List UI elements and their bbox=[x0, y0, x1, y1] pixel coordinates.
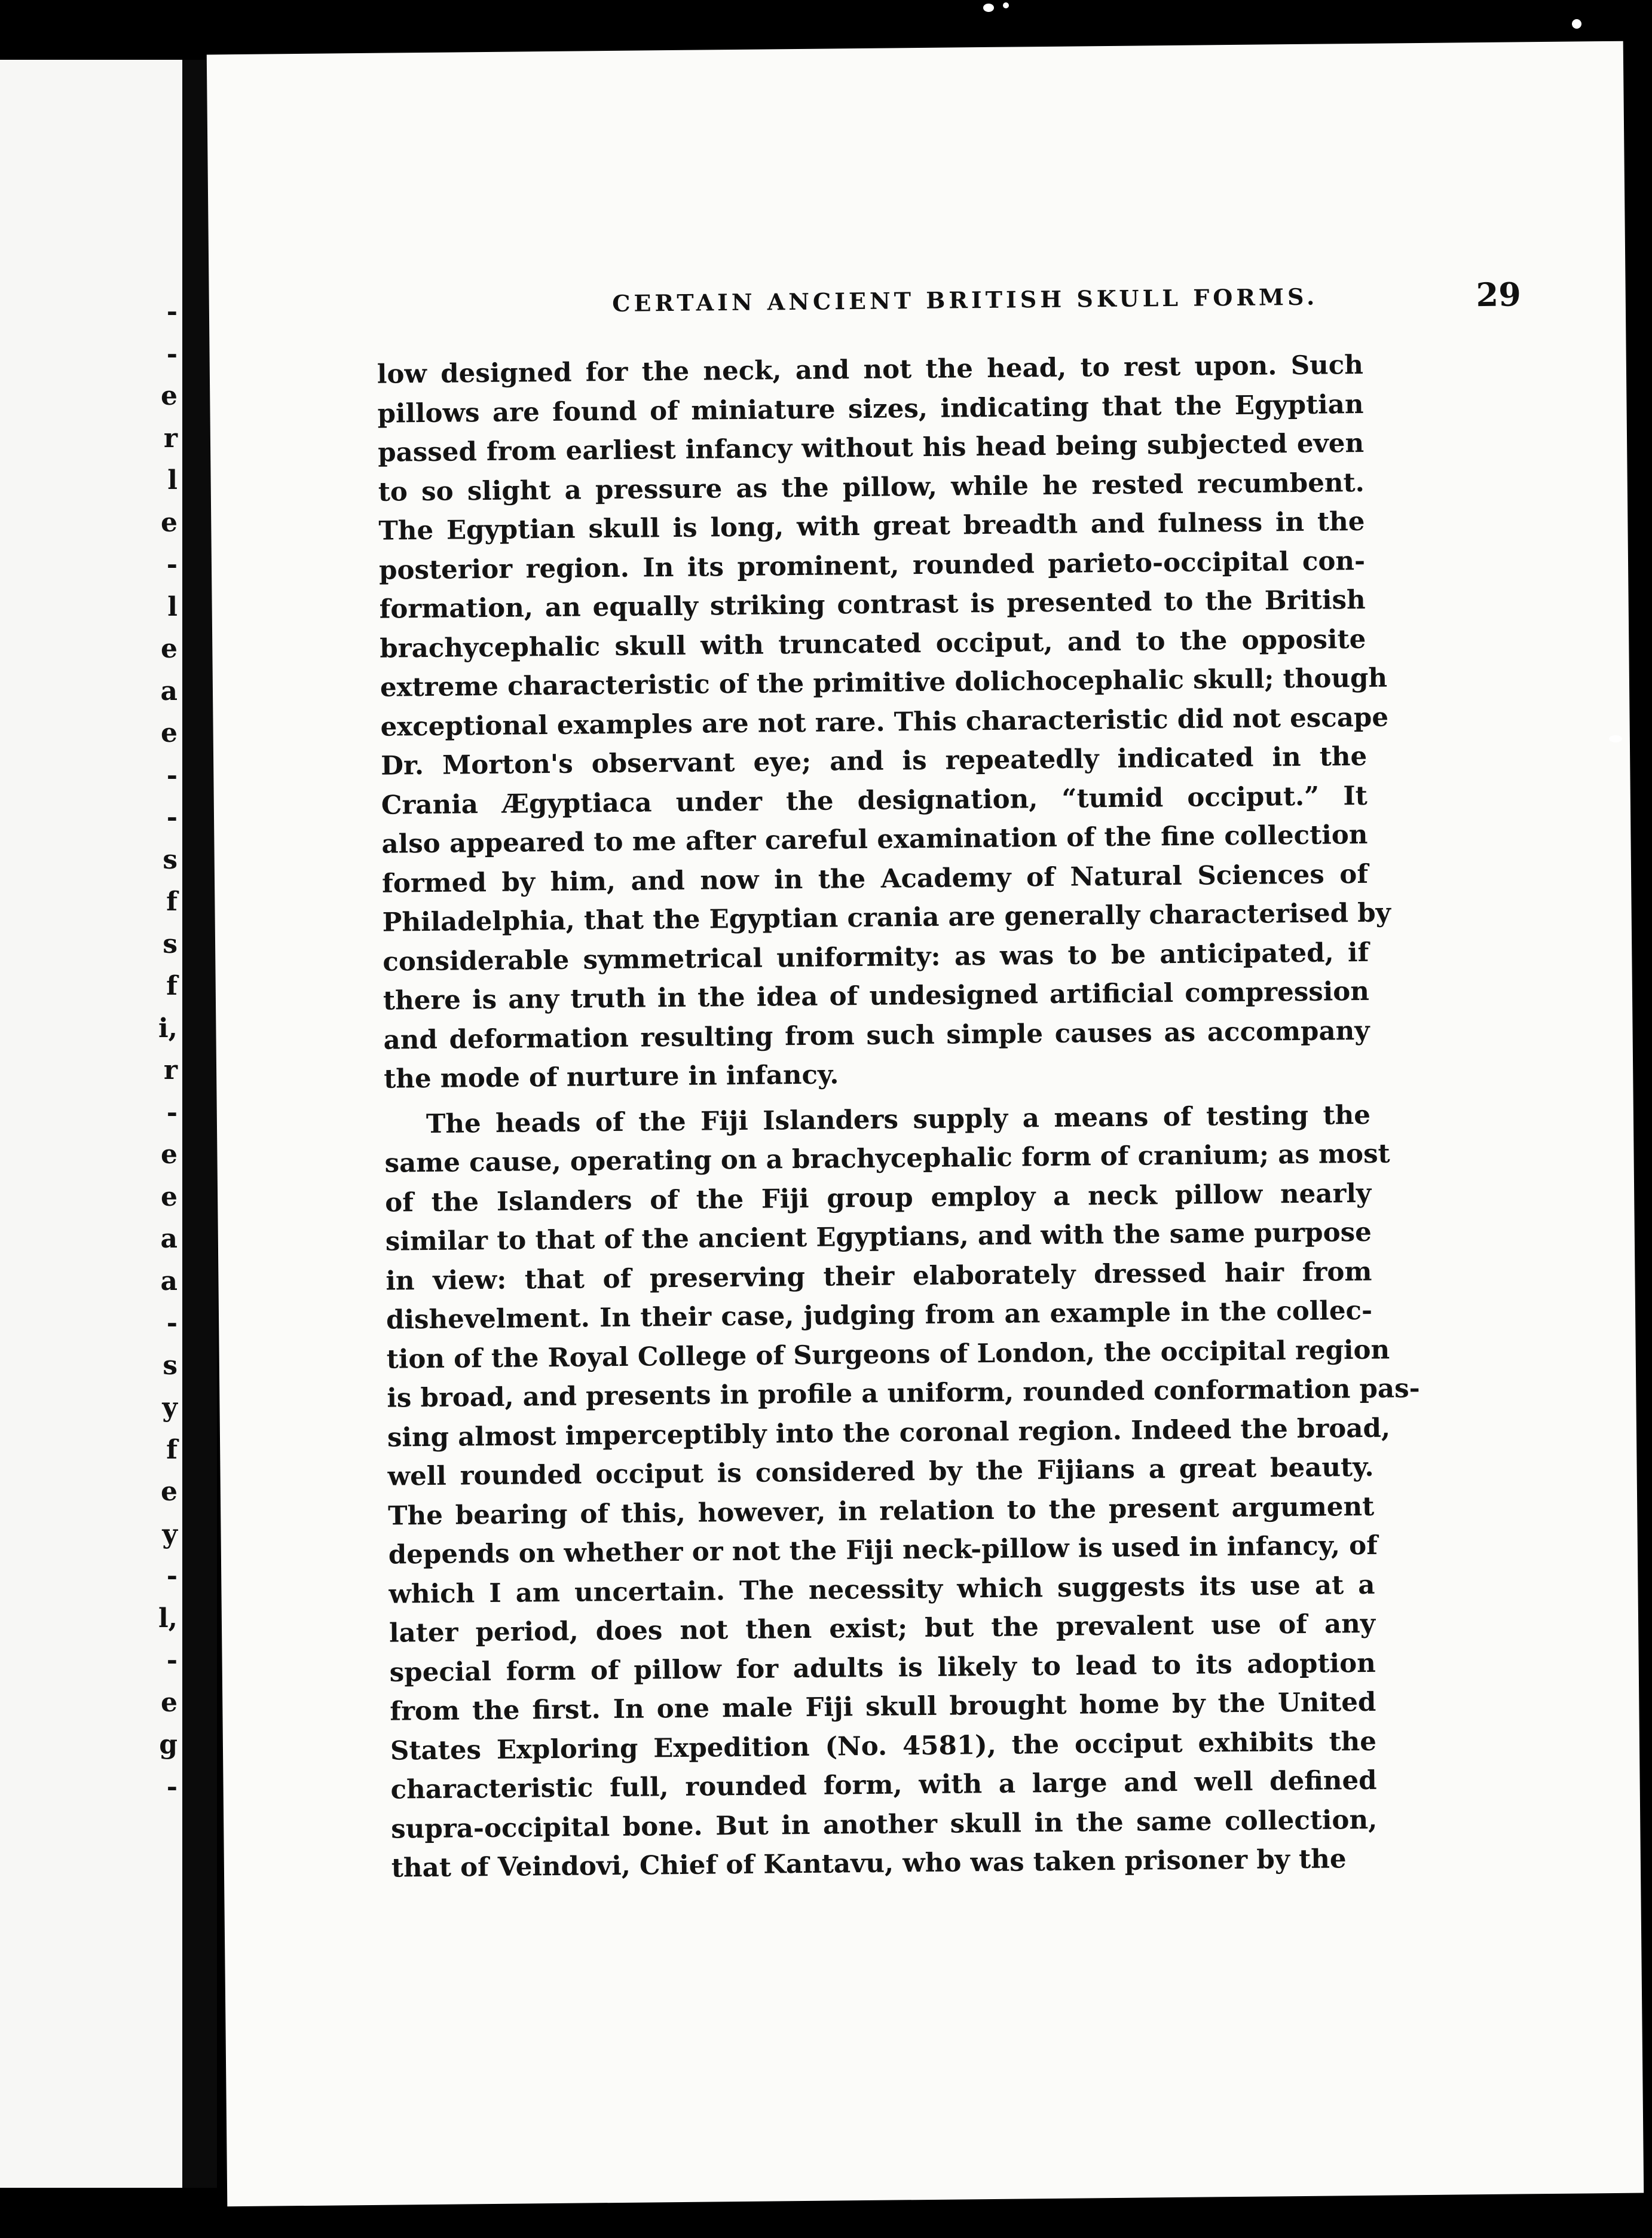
left-edge-char: f bbox=[166, 1434, 178, 1465]
left-edge-char: g bbox=[159, 1729, 178, 1760]
left-edge-char: l, bbox=[158, 1603, 178, 1634]
left-edge-char: - bbox=[166, 802, 178, 833]
text-line: formed by him, and now in the Academy of Natural Sciences of bbox=[381, 858, 1369, 899]
text-line: exceptional examples are not rare. This characteristic did not escape bbox=[380, 702, 1389, 742]
text-line: supra-occipital bone. But in another skull in the same collection, bbox=[391, 1804, 1378, 1845]
left-edge-char: r bbox=[163, 423, 178, 454]
left-edge-char: e bbox=[161, 1181, 178, 1212]
left-edge-char: e bbox=[161, 718, 178, 748]
left-edge-char: a bbox=[160, 1265, 178, 1297]
text-line: considerable symmetrical uniformity: as was to be anticipated, if bbox=[383, 937, 1369, 977]
text-line: Crania Ægyptiaca under the designation, “tumid occiput.” It bbox=[381, 780, 1368, 821]
left-edge-char: s bbox=[163, 928, 178, 959]
text-line: the mode of nurture in infancy. bbox=[383, 1059, 839, 1094]
left-edge-char: s bbox=[163, 1350, 178, 1381]
left-edge-char: - bbox=[166, 1645, 178, 1676]
left-edge-char: - bbox=[166, 1771, 178, 1802]
text-line: The bearing of this, however, in relation to the present argument bbox=[388, 1491, 1375, 1531]
text-line: later period, does not then exist; but the prevalent use of any bbox=[388, 1608, 1376, 1649]
left-edge-char: e bbox=[161, 634, 178, 664]
left-edge-char: l bbox=[167, 465, 178, 496]
text-line: is broad, and presents in profile a uniform, rounded conformation pas- bbox=[387, 1373, 1420, 1414]
text-line: sing almost imperceptibly into the coronal region. Indeed the broad, bbox=[387, 1412, 1391, 1453]
text-line: from the first. In one male Fiji skull brought home by the United bbox=[390, 1686, 1376, 1727]
scan-speck bbox=[1003, 2, 1009, 8]
text-line: similar to that of the ancient Egyptians, and with the same purpose bbox=[385, 1216, 1372, 1257]
left-edge-char: y bbox=[162, 1518, 178, 1549]
text-line: in view: that of preserving their elaborately dressed hair from bbox=[386, 1256, 1372, 1297]
left-edge-char: e bbox=[161, 381, 178, 411]
left-edge-char: - bbox=[166, 1308, 178, 1338]
text-line: pillows are found of miniature sizes, indicating that the Egyptian bbox=[377, 389, 1364, 429]
left-edge-char: l bbox=[167, 591, 178, 622]
left-edge-char: - bbox=[166, 1561, 178, 1591]
text-line: of the Islanders of the Fiji group employ a neck pillow nearly bbox=[384, 1178, 1372, 1218]
text-line: well rounded occiput is considered by the Fijians a great beauty. bbox=[387, 1451, 1374, 1492]
left-edge-char: - bbox=[166, 296, 178, 327]
page-number: 29 bbox=[1476, 275, 1522, 314]
left-page-fragment bbox=[0, 60, 182, 2188]
left-edge-char: - bbox=[166, 549, 178, 580]
text-line: which I am uncertain. The necessity which suggests its use at a bbox=[388, 1569, 1375, 1610]
body-text bbox=[377, 346, 1420, 1888]
left-edge-char: f bbox=[166, 971, 178, 1001]
text-line: Philadelphia, that the Egyptian crania are generally characterised by bbox=[382, 897, 1391, 938]
scan-speck bbox=[983, 4, 994, 12]
left-edge-char: a bbox=[160, 675, 178, 707]
text-line: low designed for the neck, and not the head, to rest upon. Such bbox=[377, 349, 1364, 390]
left-page-edge-characters bbox=[0, 60, 182, 2188]
text-line: The heads of the Fiji Islanders supply a means of testing the bbox=[426, 1099, 1371, 1139]
left-edge-char: r bbox=[163, 1055, 178, 1086]
paragraph bbox=[377, 346, 1391, 1099]
left-edge-char: f bbox=[166, 886, 178, 917]
text-line: there is any truth in the idea of undesigned artificial compression bbox=[383, 976, 1370, 1016]
text-line: Dr. Morton's observant eye; and is repeatedly indicated in the bbox=[380, 741, 1368, 781]
paragraph bbox=[384, 1095, 1420, 1888]
text-line: same cause, operating on a brachycephalic form of cranium; as most bbox=[384, 1138, 1390, 1179]
text-line: passed from earliest infancy without his head being subjected even bbox=[377, 427, 1365, 468]
text-line: to so slight a pressure as the pillow, while he rested recumbent. bbox=[378, 467, 1365, 507]
left-edge-char: - bbox=[166, 1097, 178, 1128]
text-line: special form of pillow for adults is likely to lead to its adoption bbox=[389, 1647, 1376, 1688]
text-line: characteristic full, rounded form, with a large and well defined bbox=[390, 1765, 1377, 1805]
text-line: brachycephalic skull with truncated occiput, and to the opposite bbox=[380, 623, 1366, 664]
text-line: that of Veindovi, Chief of Kantavu, who was taken prisoner by the bbox=[391, 1843, 1347, 1884]
left-edge-char: e bbox=[161, 1139, 178, 1170]
text-line: extreme characteristic of the primitive dolichocephalic skull; though bbox=[380, 662, 1388, 703]
left-edge-char: e bbox=[161, 507, 178, 538]
left-edge-char: s bbox=[163, 844, 178, 875]
left-edge-char: e bbox=[161, 1687, 178, 1718]
left-edge-char: a bbox=[160, 1224, 178, 1254]
text-line: posterior region. In its prominent, rounded parieto-occipital con- bbox=[378, 545, 1366, 586]
text-line: also appeared to me after careful examination of the fine collection bbox=[381, 819, 1368, 860]
text-line: The Egyptian skull is long, with great breadth and fulness in the bbox=[378, 506, 1365, 546]
left-edge-char: i, bbox=[158, 1013, 178, 1044]
left-edge-char: y bbox=[162, 1392, 178, 1423]
running-head: CERTAIN ANCIENT BRITISH SKULL FORMS. bbox=[612, 283, 1318, 317]
text-line: formation, an equally striking contrast is presented to the British bbox=[379, 584, 1366, 625]
text-line: and deformation resulting from such simple causes as accompany bbox=[383, 1015, 1370, 1056]
page-header bbox=[516, 275, 1563, 339]
text-line: depends on whether or not the Fiji neck-pillow is used in infancy, of bbox=[388, 1530, 1378, 1570]
text-line: tion of the Royal College of Surgeons of London, the occipital region bbox=[386, 1334, 1390, 1375]
scan-speck bbox=[1609, 735, 1622, 742]
left-edge-char: e bbox=[161, 1476, 178, 1507]
text-line: States Exploring Expedition (No. 4581), the occiput exhibits the bbox=[390, 1726, 1377, 1766]
left-edge-char: - bbox=[166, 338, 178, 369]
text-line: dishevelment. In their case, judging from an example in the collec- bbox=[386, 1295, 1373, 1335]
left-edge-char: - bbox=[166, 760, 178, 791]
book-page bbox=[207, 41, 1644, 2207]
scan-speck bbox=[1572, 19, 1581, 29]
